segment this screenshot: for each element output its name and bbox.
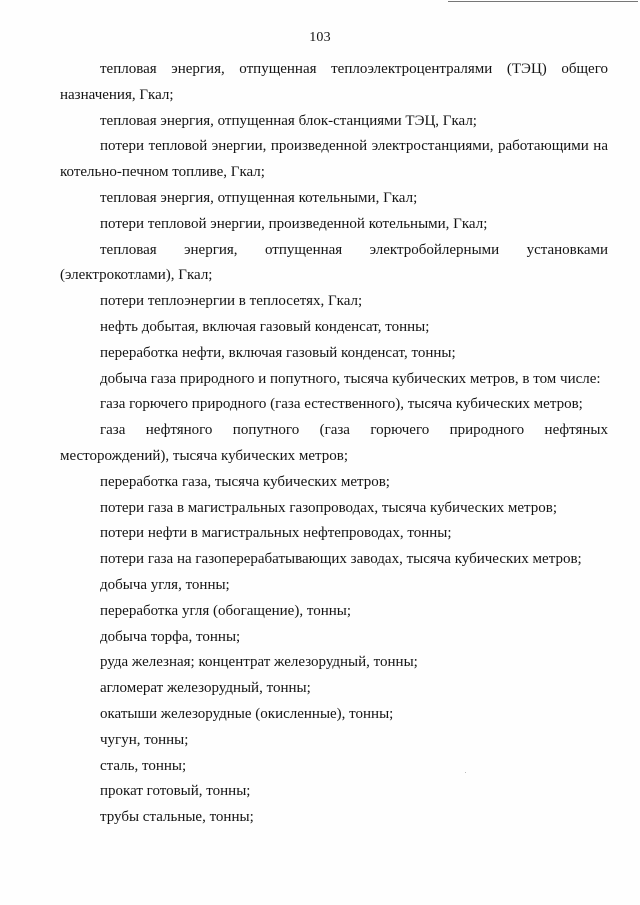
- list-item-line-1: потери тепловой энергии, произведенной электростанциями, работающими на: [100, 138, 608, 155]
- list-item: прокат готовый, тонны;: [100, 783, 251, 800]
- scan-edge-line: [448, 1, 638, 2]
- page-number: 103: [309, 30, 331, 45]
- list-item: добыча торфа, тонны;: [100, 628, 241, 645]
- list-item: потери тепловой энергии, произведенной котельными, Гкал;: [100, 215, 488, 232]
- list-item: [60, 418, 608, 470]
- list-item-line-1: тепловая энергия, отпущенная электробойлерными установками: [100, 241, 608, 258]
- list-item: газа горючего природного (газа естественного), тысяча кубических метров;: [100, 396, 583, 413]
- list-item: переработка нефти, включая газовый конденсат, тонны;: [100, 344, 456, 361]
- list-item: руда железная; концентрат железорудный, тонны;: [100, 654, 418, 671]
- list-item: [60, 238, 608, 290]
- list-item: агломерат железорудный, тонны;: [100, 680, 311, 697]
- list-item-line-2: котельно-печном топливе, Гкал;: [60, 164, 265, 181]
- list-item: переработка угля (обогащение), тонны;: [100, 602, 351, 619]
- list-item: трубы стальные, тонны;: [100, 809, 254, 826]
- list-item: нефть добытая, включая газовый конденсат, тонны;: [100, 318, 430, 335]
- list-item: добыча газа природного и попутного, тысяча кубических метров, в том числе:: [100, 370, 601, 387]
- list-item: тепловая энергия, отпущенная блок-станциями ТЭЦ, Гкал;: [100, 112, 477, 129]
- list-item: переработка газа, тысяча кубических метров;: [100, 473, 390, 490]
- list-item: сталь, тонны;: [100, 757, 187, 774]
- list-item: добыча угля, тонны;: [100, 576, 230, 593]
- list-item: потери теплоэнергии в теплосетях, Гкал;: [100, 293, 363, 310]
- list-item-line-2: месторождений), тысяча кубических метров;: [60, 447, 349, 464]
- document-body: [60, 57, 608, 831]
- list-item-line-2: (электрокотлами), Гкал;: [60, 267, 213, 284]
- list-item: потери нефти в магистральных нефтепроводах, тонны;: [100, 525, 452, 542]
- list-item: [60, 57, 608, 109]
- list-item-line-1: газа нефтяного попутного (газа горючего природного нефтяных: [100, 422, 608, 439]
- list-item: потери газа на газоперерабатывающих заводах, тысяча кубических метров;: [100, 551, 582, 568]
- list-item: [60, 134, 608, 186]
- list-item: тепловая энергия, отпущенная котельными, Гкал;: [100, 189, 418, 206]
- list-item-line-2: назначения, Гкал;: [60, 86, 174, 103]
- list-item: потери газа в магистральных газопроводах, тысяча кубических метров;: [100, 499, 558, 516]
- list-item-line-1: тепловая энергия, отпущенная теплоэлектроцентралями (ТЭЦ) общего: [100, 61, 608, 77]
- list-item: окатыши железорудные (окисленные), тонны;: [100, 705, 394, 722]
- list-item: чугун, тонны;: [100, 731, 189, 748]
- scan-speck: [465, 772, 466, 773]
